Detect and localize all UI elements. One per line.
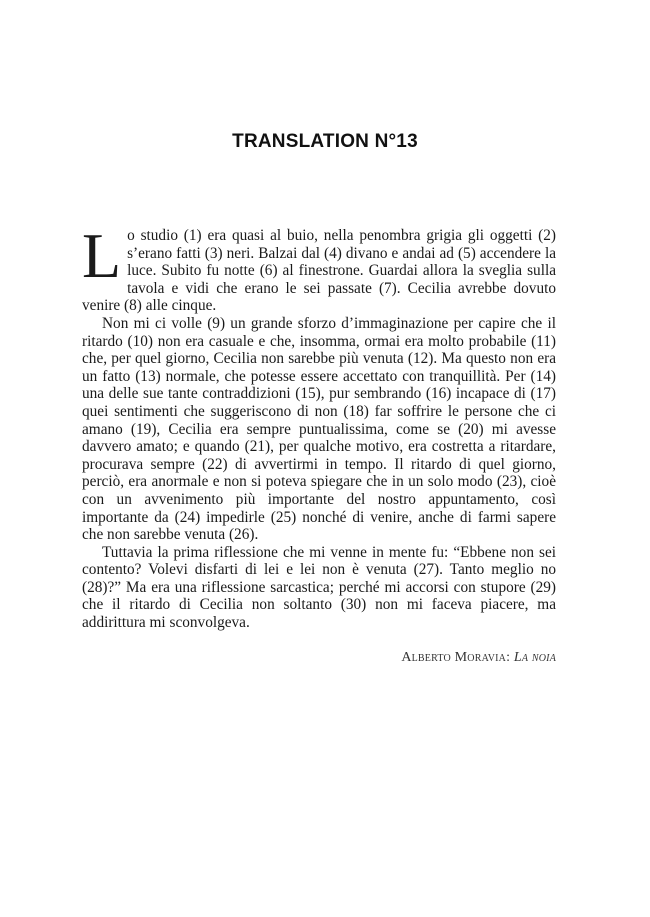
attribution-separator: :	[506, 650, 514, 665]
passage-body	[82, 220, 556, 632]
drop-cap: L	[82, 220, 122, 291]
paragraph-2: Non mi ci volle (9) un grande sforzo d’immaginazione per capire che il ritardo (10) non era casuale e che, insomma, ormai era molto probabile (11) che, per quel giorno, Cecilia non sarebbe più venuta (12). Ma questo non era un fatto (13) normale, che potesse essere accettato con tranquillità. Per (14) una delle sue tante contraddizioni (15), pur sembrando (16) incapace di (17) quei sentimenti che suggeriscono di non (18) far soffrire le persone che ci amano (19), Cecilia era sempre puntualissima, come se (20) mi avesse davvero amato; e quando (21), per qualche motivo, era costretta a ritardare, procurava sempre (22) di avvertirmi in tempo. Il ritardo di quel giorno, perciò, era anormale e non si poteva spiegare che in un solo modo (23), cioè con un avvenimento più importante del nostro appuntamento, così importante da (24) impedirle (25) nonché di venire, anche di farmi sapere che non sarebbe venuta (26).	[82, 314, 556, 544]
work-title: La noia	[513, 650, 556, 665]
attribution	[401, 650, 556, 666]
paragraph-3: Tuttavia la prima riflessione che mi venne in mente fu: “Ebbene non sei contento? Volevi disfarti di lei e lei non è venuta (27). Tanto meglio no (28)?” Ma era una riflessione sarcastica; perché mi accorsi con stupore (29) che il ritardo di Cecilia non soltanto (30) non mi faceva piacere, ma addirittura mi sconvolgeva.	[82, 543, 556, 632]
paragraph-1-text: o studio (1) era quasi al buio, nella penombra grigia gli oggetti (2) s’erano fatti (3) neri. Balzai dal (4) divano e andai ad (5) accendere la luce. Subito fu notte (6) al finestrone. Guardai allora la sveglia sulla tavola e vidi che erano le sei passate (7). Cecilia avrebbe dovuto venire (8) alle cinque.	[82, 227, 556, 315]
page-title: TRANSLATION N°13	[232, 130, 418, 152]
paragraph-1	[82, 220, 556, 315]
author-name: Alberto Moravia	[401, 650, 507, 665]
